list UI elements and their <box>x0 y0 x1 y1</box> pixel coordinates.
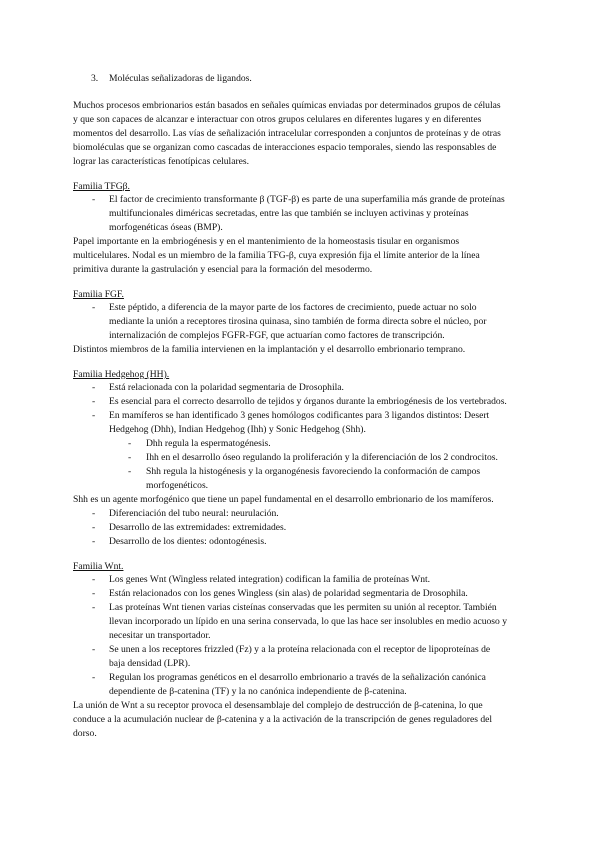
section-title: Moléculas señalizadoras de ligandos. <box>109 73 252 84</box>
intro-line: momentos del desarrollo. Las vías de señalización intracelular corresponden a conjuntos de proteínas y de otras <box>73 128 501 139</box>
section-number: 3. <box>91 73 99 84</box>
intro-line: lograr las características fenotípicas celulares. <box>73 156 250 167</box>
tgf-paragraph-line: Papel importante en la embriogénesis y en el mantenimiento de la homeostasis tisular en organismos <box>73 236 460 247</box>
hh-bullet: Hedgehog (Dhh), Indian Hedgehog (Ihh) y Sonic Hedgehog (Shh). <box>109 424 366 435</box>
hh-bullet: Es esencial para el correcto desarrollo de tejidos y órganos durante la embriogénesis de los vertebrados. <box>109 396 507 407</box>
bullet-dash: - <box>92 536 96 547</box>
fgf-bullet-line: mediante la unión a receptores tirosina quinasa, sino también de forma directa sobre el núcleo, por <box>109 316 487 327</box>
bullet-dash: - <box>92 382 96 393</box>
hh-bullet: Está relacionada con la polaridad segmentaria de Drosophila. <box>109 382 344 393</box>
hh-sub-bullet: Ihh en el desarrollo óseo regulando la proliferación y la diferenciación de los 2 condrocitos. <box>146 452 498 463</box>
hh-sub-bullet: Shh regula la histogénesis y la organogénesis favoreciendo la conformación de campos <box>146 466 481 477</box>
wnt-bullet: Están relacionados con los genes Wingless (sin alas) de polaridad segmentaria de Drosophila. <box>109 588 468 599</box>
wnt-bullet: Las proteínas Wnt tienen varias cisteínas conservadas que les permiten su unión al receptor. También <box>109 602 497 613</box>
fgf-bullet-line: internalización de complejos FGFR-FGF, que actuarían como factores de transcripción. <box>109 330 445 341</box>
tgf-bullet-line: morfogenéticas óseas (BMP). <box>109 222 223 233</box>
wnt-bullet: Los genes Wnt (Wingless related integration) codifican la familia de proteínas Wnt. <box>109 574 431 585</box>
hh-bullet: En mamíferos se han identificado 3 genes homólogos codificantes para 3 ligandos distintos: Desert <box>109 410 490 421</box>
hh-bullet2: Desarrollo de los dientes: odontogénesis. <box>109 536 267 547</box>
hh-heading: Familia Hedgehog (HH). <box>73 369 170 380</box>
bullet-dash: - <box>92 672 96 683</box>
hh-bullet2: Diferenciación del tubo neural: neurulación. <box>109 508 279 519</box>
bullet-dash: - <box>92 522 96 533</box>
wnt-bullet: baja densidad (LPR). <box>109 658 191 669</box>
tgf-bullet-line: multifuncionales diméricas secretadas, entre las que también se incluyen activinas y proteínas <box>109 208 469 219</box>
hh-bullet2: Desarrollo de las extremidades: extremidades. <box>109 522 287 533</box>
bullet-dash: - <box>92 588 96 599</box>
wnt-bullet: Se unen a los receptores frizzled (Fz) y a la proteína relacionada con el receptor de lipoproteínas de <box>109 644 491 655</box>
bullet-dash: - <box>92 302 96 313</box>
fgf-bullet-line: Este péptido, a diferencia de la mayor parte de los factores de crecimiento, puede actuar no solo <box>109 302 477 313</box>
bullet-dash: - <box>92 508 96 519</box>
intro-line: biomoléculas que se organizan como cascadas de interacciones espacio temporales, siendo las responsables de <box>73 142 497 153</box>
tgf-paragraph-line: primitiva durante la gastrulación y esencial para la formación del mesodermo. <box>73 264 373 275</box>
sub-bullet-dash: - <box>128 452 132 463</box>
tgf-heading: Familia TFGβ. <box>73 181 130 192</box>
wnt-paragraph-line: conduce a la acumulación nuclear de β-catenina y a la activación de la transcripción de genes reguladores del <box>73 714 493 725</box>
sub-bullet-dash: - <box>128 466 132 477</box>
hh-sub-bullet: morfogenéticos. <box>146 480 209 491</box>
intro-line: y que son capaces de alcanzar e interactuar con otros grupos celulares en diferentes lugares y en diferentes <box>73 114 482 125</box>
wnt-paragraph-line: La unión de Wnt a su receptor provoca el desensamblaje del complejo de destrucción de β-catenina, lo que <box>73 700 483 711</box>
fgf-heading: Familia FGF. <box>73 289 124 300</box>
wnt-paragraph-line: dorso. <box>73 728 97 739</box>
bullet-dash: - <box>92 602 96 613</box>
wnt-bullet: Regulan los programas genéticos en el desarrollo embrionario a través de la señalización canónica <box>109 672 486 683</box>
intro-line: Muchos procesos embrionarios están basados en señales químicas enviadas por determinados grupos de células <box>73 100 501 111</box>
wnt-bullet: dependiente de β-catenina (TF) y la no canónica independiente de β-catenina. <box>109 686 407 697</box>
wnt-bullet: llevan incorporado un lípido en una serina conservada, lo que las hace ser insolubles en medio acuoso y <box>109 616 508 627</box>
tgf-bullet-line: El factor de crecimiento transformante β (TGF-β) es parte de una superfamilia más grande de proteínas <box>109 194 505 205</box>
tgf-paragraph-line: multicelulares. Nodal es un miembro de la familia TFG-β, cuya expresión fija el límite anterior de la línea <box>73 250 480 261</box>
bullet-dash: - <box>92 396 96 407</box>
hh-sub-bullet: Dhh regula la espermatogénesis. <box>146 438 271 449</box>
fgf-paragraph: Distintos miembros de la familia intervienen en la implantación y el desarrollo embrionario temprano. <box>73 344 466 355</box>
wnt-bullet: necesitar un transportador. <box>109 630 211 641</box>
bullet-dash: - <box>92 574 96 585</box>
bullet-dash: - <box>92 410 96 421</box>
bullet-dash: - <box>92 644 96 655</box>
sub-bullet-dash: - <box>128 438 132 449</box>
wnt-heading: Familia Wnt. <box>73 561 124 572</box>
bullet-dash: - <box>92 194 96 205</box>
hh-paragraph: Shh es un agente morfogénico que tiene un papel fundamental en el desarrollo embrionario de los mamíferos. <box>73 494 494 505</box>
